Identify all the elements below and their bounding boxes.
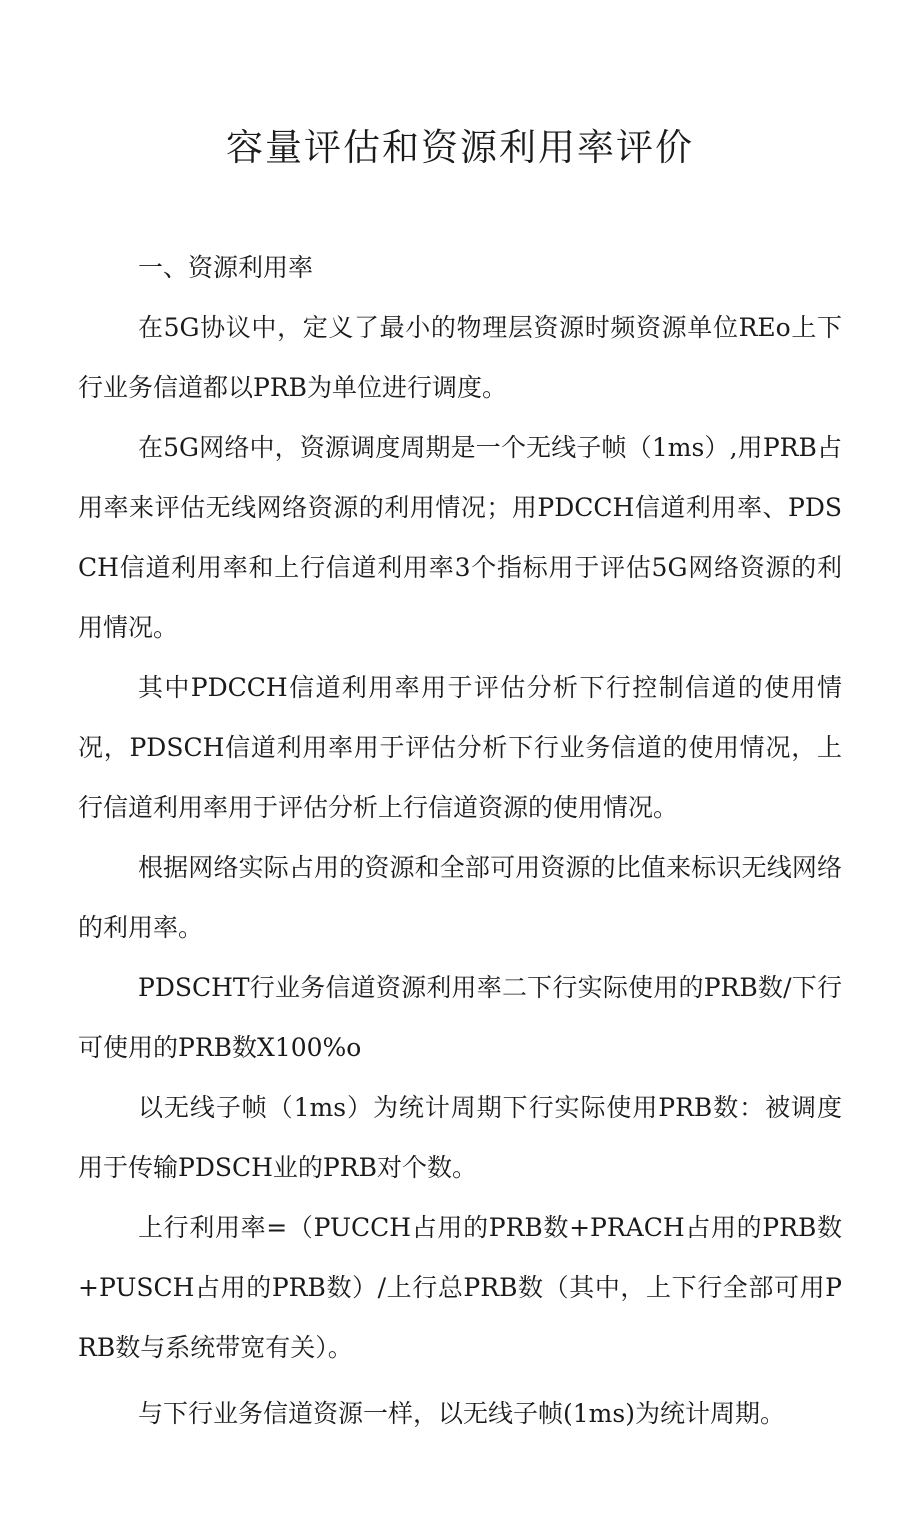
paragraph-5: PDSCHT行业务信道资源利用率二下行实际使用的PRB数/下行可使用的PRB数X100%o: [78, 973, 842, 1062]
paragraph-8: 与下行业务信道资源一样，以无线子帧(1ms)为统计周期。: [138, 1399, 785, 1428]
paragraph-1: 在5G协议中，定义了最小的物理层资源时频资源单位REo上下行业务信道都以PRB为单位进行调度。: [78, 313, 842, 402]
document-body: [78, 238, 842, 1444]
paragraph-6: 以无线子帧（1ms）为统计周期下行实际使用PRB数：被调度用于传输PDSCH业的PRB对个数。: [78, 1093, 842, 1182]
paragraph-4: 根据网络实际占用的资源和全部可用资源的比值来标识无线网络的利用率。: [78, 853, 842, 942]
paragraph-2: 在5G网络中，资源调度周期是一个无线子帧（1ms）,用PRB占用率来评估无线网络资源的利用情况；用PDCCH信道利用率、PDSCH信道利用率和上行信道利用率3个指标用于评估5G网络资源的利用情况。: [78, 433, 842, 642]
section-heading: 一、资源利用率: [138, 253, 314, 282]
document-title: 容量评估和资源利用率评价: [226, 126, 694, 169]
paragraph-7: 上行利用率=（PUCCH占用的PRB数+PRACH占用的PRB数+PUSCH占用的PRB数）/上行总PRB数（其中，上下行全部可用PRB数与系统带宽有关）。: [78, 1213, 842, 1362]
paragraph-3: 其中PDCCH信道利用率用于评估分析下行控制信道的使用情况，PDSCH信道利用率用于评估分析下行业务信道的使用情况，上行信道利用率用于评估分析上行信道资源的使用情况。: [78, 673, 842, 822]
